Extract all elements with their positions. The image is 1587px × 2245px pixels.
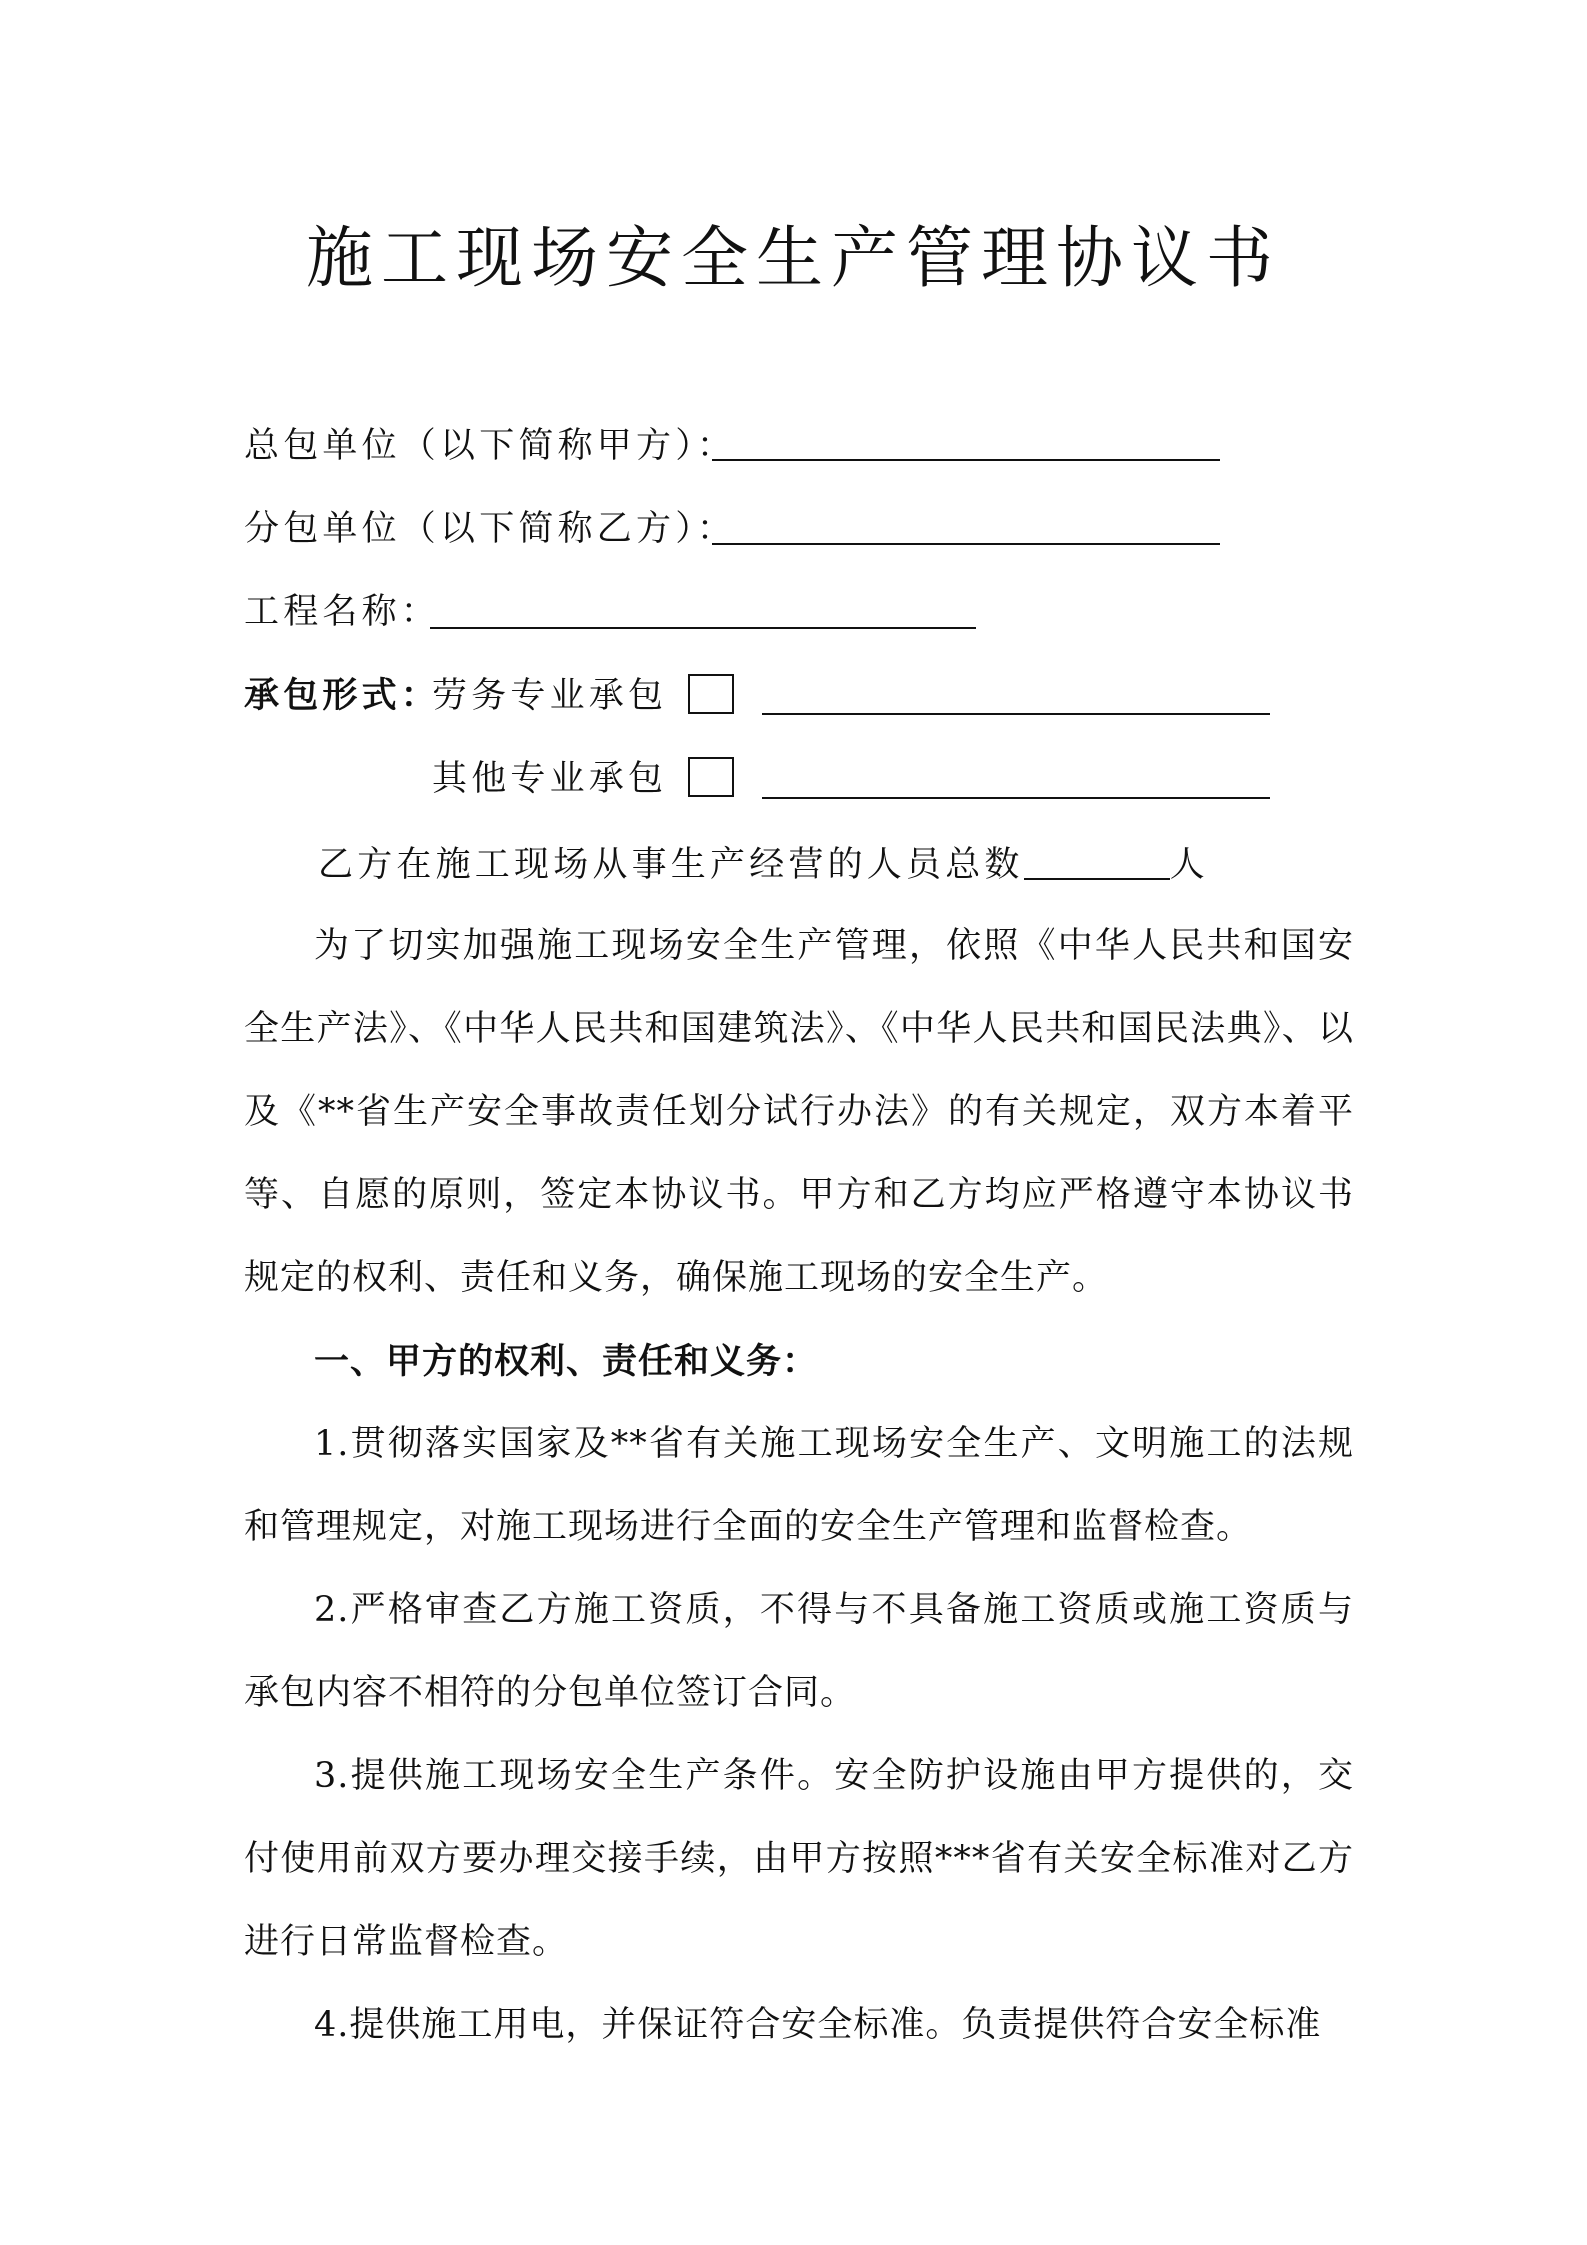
headcount-line — [318, 838, 1209, 889]
body-text — [244, 905, 1354, 2067]
option-labor-checkbox[interactable] — [688, 674, 734, 714]
headcount-suffix: 人 — [1169, 845, 1209, 885]
option-other-checkbox[interactable] — [688, 757, 734, 797]
headcount-prefix: 乙方在施工现场从事生产经营的人员总数 — [318, 845, 1024, 885]
section-1-item-2: 2.严格审查乙方施工资质，不得与不具备施工资质或施工资质与承包内容不相符的分包单位签订合同。 — [244, 1590, 1354, 1713]
section-1-item-4: 4.提供施工用电，并保证符合安全标准。负责提供符合安全标准 — [314, 2005, 1322, 2045]
section-1-heading: 一、甲方的权利、责任和义务： — [314, 1341, 819, 1382]
section-1-item-3: 3.提供施工现场安全生产条件。安全防护设施由甲方提供的，交付使用前双方要办理交接手续，由甲方按照***省有关安全标准对乙方进行日常监督检查。 — [244, 1756, 1354, 1962]
option-other-label: 其他专业承包 — [432, 759, 668, 799]
section-1-item-1: 1.贯彻落实国家及**省有关施工现场安全生产、文明施工的法规和管理规定，对施工现场进行全面的安全生产管理和监督检查。 — [244, 1424, 1354, 1547]
contract-form-label: 承包形式： — [244, 675, 441, 716]
project-name-blank[interactable] — [430, 627, 976, 629]
subcontractor-label: 分包单位（以下简称乙方）： — [244, 509, 737, 549]
option-labor-label: 劳务专业承包 — [432, 676, 668, 716]
document-title: 施工现场安全生产管理协议书 — [306, 219, 1281, 297]
general-contractor-blank[interactable] — [712, 459, 1220, 461]
subcontractor-blank[interactable] — [712, 543, 1220, 545]
project-name-label: 工程名称： — [244, 592, 441, 632]
intro-paragraph: 为了切实加强施工现场安全生产管理，依照《中华人民共和国安全生产法》、《中华人民共和国建筑法》、《中华人民共和国民法典》、以及《**省生产安全事故责任划分试行办法》的有关规定，双方本着平等、自愿的原则，签定本协议书。甲方和乙方均应严格遵守本协议书规定的权利、责任和义务，确保施工现场的安全生产。 — [244, 926, 1354, 1298]
option-labor-blank[interactable] — [762, 713, 1270, 715]
option-other-blank[interactable] — [762, 797, 1270, 799]
general-contractor-label: 总包单位（以下简称甲方）： — [244, 426, 737, 466]
headcount-blank[interactable] — [1024, 838, 1170, 880]
